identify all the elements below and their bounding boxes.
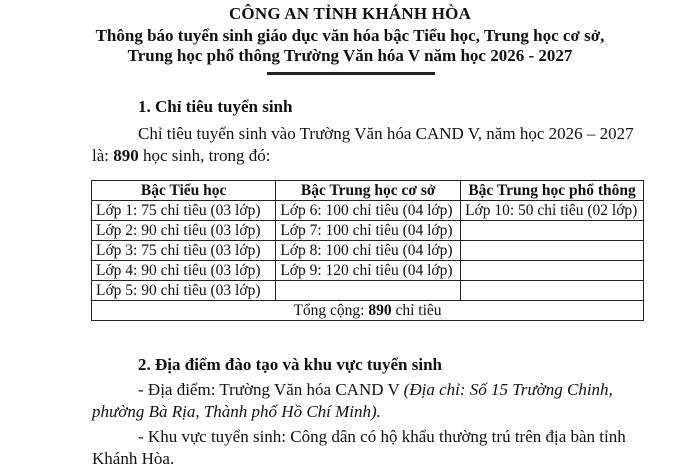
area-line-2: Khánh Hòa. <box>92 449 175 468</box>
header-lower-secondary: Bậc Trung học cơ sở <box>276 181 461 201</box>
table-header-row <box>92 181 644 201</box>
table-cell: Lớp 1: 75 chỉ tiêu (03 lớp) <box>92 201 276 221</box>
section-1-heading: 1. Chỉ tiêu tuyển sinh <box>138 97 293 116</box>
table-row <box>92 201 644 221</box>
table-cell: Lớp 2: 90 chỉ tiêu (03 lớp) <box>92 221 276 241</box>
table-cell: Lớp 5: 90 chỉ tiêu (03 lớp) <box>92 281 276 301</box>
table-row <box>92 221 644 241</box>
table-row <box>92 281 644 301</box>
table-cell <box>461 261 644 281</box>
table-cell: Lớp 10: 50 chỉ tiêu (02 lớp) <box>461 201 644 221</box>
table-cell: Lớp 3: 75 chỉ tiêu (03 lớp) <box>92 241 276 261</box>
table-cell <box>461 221 644 241</box>
document-title-line-2: Trung học phổ thông Trường Văn hóa V năm học 2026 - 2027 <box>127 46 573 65</box>
location-prefix: - Địa điểm: Trường Văn hóa CAND V <box>138 380 404 399</box>
table-row <box>92 261 644 281</box>
total-prefix: Tổng cộng: <box>293 301 369 319</box>
section-2-heading: 2. Địa điểm đào tạo và khu vực tuyển sinh <box>138 355 442 374</box>
document-title-line-1: Thông báo tuyển sinh giáo dục văn hóa bậc Tiểu học, Trung học cơ sở, <box>95 26 605 45</box>
location-line-1 <box>138 380 613 400</box>
total-suffix: chỉ tiêu <box>391 301 442 319</box>
location-address-part-2: phường Bà Rịa, Thành phố Hồ Chí Minh). <box>92 402 381 421</box>
table-cell <box>461 281 644 301</box>
title-underline <box>267 72 435 75</box>
total-cell <box>92 301 644 321</box>
area-line-1: - Khu vực tuyển sinh: Công dân có hộ khẩu thường trú trên địa bàn tỉnh <box>138 427 626 446</box>
table-cell <box>461 241 644 261</box>
header-upper-secondary: Bậc Trung học phổ thông <box>461 181 644 201</box>
intro-prefix: là: <box>92 146 114 165</box>
section-1-intro-line-1: Chỉ tiêu tuyển sinh vào Trường Văn hóa CAND V, năm học 2026 – 2027 <box>138 124 634 143</box>
quota-table <box>91 180 644 321</box>
total-value: 890 <box>368 301 392 319</box>
table-cell: Lớp 4: 90 chỉ tiêu (03 lớp) <box>92 261 276 281</box>
intro-count: 890 <box>113 146 139 165</box>
table-cell: Lớp 8: 100 chỉ tiêu (04 lớp) <box>276 241 461 261</box>
table-cell: Lớp 7: 100 chỉ tiêu (04 lớp) <box>276 221 461 241</box>
table-cell <box>276 281 461 301</box>
table-total-row <box>92 301 644 321</box>
organization-name: CÔNG AN TỈNH KHÁNH HÒA <box>228 4 472 23</box>
section-1-intro-line-2 <box>92 146 271 166</box>
header-primary: Bậc Tiểu học <box>92 181 276 201</box>
location-address-part-1: (Địa chỉ: Số 15 Trường Chinh, <box>403 380 613 399</box>
intro-suffix: học sinh, trong đó: <box>138 146 271 165</box>
table-row <box>92 241 644 261</box>
table-cell: Lớp 9: 120 chỉ tiêu (04 lớp) <box>276 261 461 281</box>
table-cell: Lớp 6: 100 chỉ tiêu (04 lớp) <box>276 201 461 221</box>
